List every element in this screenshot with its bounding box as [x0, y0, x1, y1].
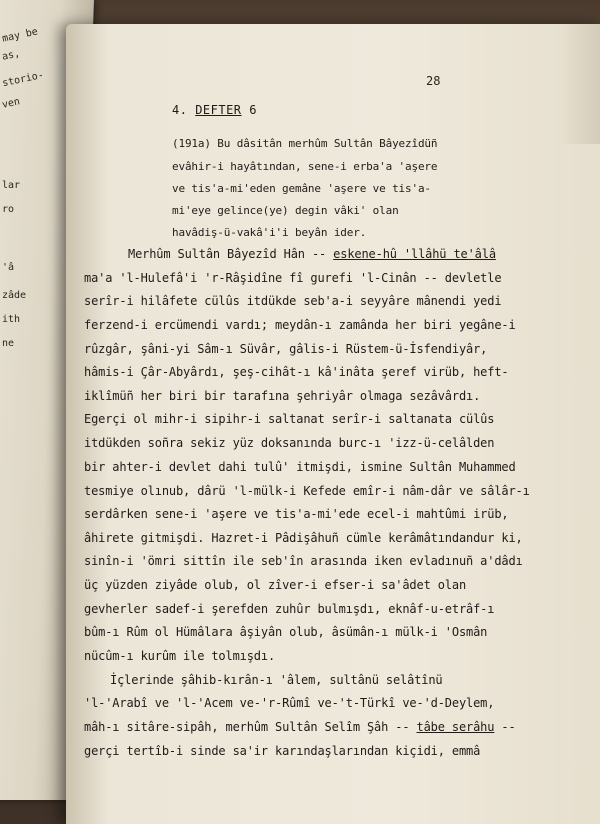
abstract-line: havâdiş-ü-vakâ'i'i beyân ider.: [172, 226, 367, 239]
body-line-text: Merhûm Sultân Bâyezîd Hân --: [128, 247, 334, 261]
section-number: 4.: [172, 103, 188, 117]
adjacent-page-text: ith: [2, 314, 21, 325]
body-line-text: âhirete gitmişdi. Hazret-i Pâdişâhuñ cümle kerâmâtındandur ki,: [84, 531, 523, 545]
body-line-text: rûzgâr, şâni-yi Sâm-ı Süvâr, gâlis-i Rüstem-ü-İsfendiyâr,: [84, 342, 488, 356]
body-line: [84, 318, 516, 332]
body-line: [84, 625, 487, 639]
body-line: [110, 673, 443, 687]
body-line-text: ma'a 'l-Hulefâ'i 'r-Râşidîne fî gurefi 'l-Cinân -- devletle: [84, 271, 502, 285]
body-line-text: --: [494, 720, 516, 734]
body-line: [84, 412, 494, 426]
body-line: [84, 602, 494, 616]
body-line: [84, 578, 466, 592]
body-line: [84, 744, 480, 758]
body-line-text: 'l-'Arabî ve 'l-'Acem ve-'r-Rûmî ve-'t-Türkî ve-'d-Deylem,: [84, 696, 495, 710]
adjacent-page-text: may be: [1, 26, 39, 45]
body-line: [84, 649, 275, 663]
adjacent-page-text: 'â: [2, 262, 15, 273]
body-line-text: iklîmüñ her biri bir tarafına şehriyâr olmaga sezâvârdı.: [84, 389, 481, 403]
adjacent-page-text: ne: [2, 338, 15, 349]
body-line-text: üç yüzden ziyâde olub, ol zîver-i efser-i sa'âdet olan: [84, 578, 467, 592]
body-line: [84, 271, 501, 285]
underlined-phrase: eskene-hû 'llâhü te'âlâ: [333, 247, 496, 261]
body-line-text: bûm-ı Rûm ol Hümâlara âşiyân olub, âsümân-ı mülk-i 'Osmân: [84, 625, 488, 639]
adjacent-page-text: ro: [2, 204, 15, 215]
abstract-line: evâhir-i hayâtından, sene-i erba'a 'aşere: [172, 160, 438, 173]
body-line: [84, 507, 508, 521]
body-line-text: Egerçi ol mihr-i sipihr-i saltanat serîr-i saltanata cülûs: [84, 412, 495, 426]
body-line: [84, 365, 508, 379]
body-line-text: itdükden soñra sekiz yüz doksanında burc-ı 'izz-ü-celâlden: [84, 436, 495, 450]
abstract-line: ve tis'a-mi'eden gemâne 'aşere ve tis'a-: [172, 182, 431, 195]
body-line-text: bir ahter-i devlet dahi tulû' itmişdi, ismine Sultân Muhammed: [84, 460, 516, 474]
body-line-text: gerçi tertîb-i sinde sa'ir karındaşlarından kiçidi, emmâ: [84, 744, 481, 758]
adjacent-page-text: storio-: [1, 69, 45, 90]
page-edge-shading: [560, 24, 600, 144]
body-line-text: serdârken sene-i 'aşere ve tis'a-mi'ede ecel-i mahtûmi irüb,: [84, 507, 509, 521]
body-line: [84, 484, 530, 498]
body-line-text: sinîn-i 'ömri sittîn ile seb'în arasında iken evladınuñ a'dâdı: [84, 554, 523, 568]
body-line-text: gevherler sadef-i şerefden zuhûr bulmışdı, eknâf-u-etrâf-ı: [84, 602, 495, 616]
body-line: [84, 389, 480, 403]
underlined-phrase: tâbe serâhu: [416, 720, 495, 734]
section-title: DEFTER: [195, 103, 242, 117]
adjacent-page-text: lar: [2, 180, 21, 191]
adjacent-page-text: as,: [1, 48, 22, 63]
body-line: [84, 696, 494, 710]
body-line-text: tesmiye olınub, dârü 'l-mülk-i Kefede emîr-i nâm-dâr ve sâlâr-ı: [84, 484, 530, 498]
body-line: [84, 294, 501, 308]
body-line: [128, 247, 496, 261]
adjacent-page-text: zâde: [2, 290, 27, 301]
page-number: 28: [426, 74, 441, 88]
body-line: [84, 720, 516, 734]
body-line: [84, 342, 487, 356]
body-line-text: hâmis-i Çâr-Abyârdı, şeş-cihât-ı kâ'inâta şeref virüb, heft-: [84, 365, 509, 379]
adjacent-page-text: ven: [1, 96, 22, 111]
body-line: [84, 531, 523, 545]
body-line-text: serîr-i hilâfete cülûs itdükde seb'a-i seyyâre mânendi yedi: [84, 294, 502, 308]
section-heading: [172, 103, 257, 117]
body-line: [84, 436, 494, 450]
body-line-text: İçlerinde şâhib-kırân-ı 'âlem, sultânü selâtînü: [110, 673, 443, 687]
abstract-line: mi'eye gelince(ye) degin vâki' olan: [172, 204, 399, 217]
abstract-line: (191a) Bu dâsitân merhûm Sultân Bâyezîdüñ: [172, 137, 438, 150]
section-volume: 6: [249, 103, 258, 117]
body-line-text: nücûm-ı kurûm ile tolmışdı.: [84, 649, 276, 663]
body-line-text: mâh-ı sitâre-sipâh, merhûm Sultân Selîm Şâh --: [84, 720, 417, 734]
body-line: [84, 554, 523, 568]
body-line: [84, 460, 516, 474]
body-line-text: ferzend-i ercümendi vardı; meydân-ı zamânda her biri yegâne-i: [84, 318, 516, 332]
